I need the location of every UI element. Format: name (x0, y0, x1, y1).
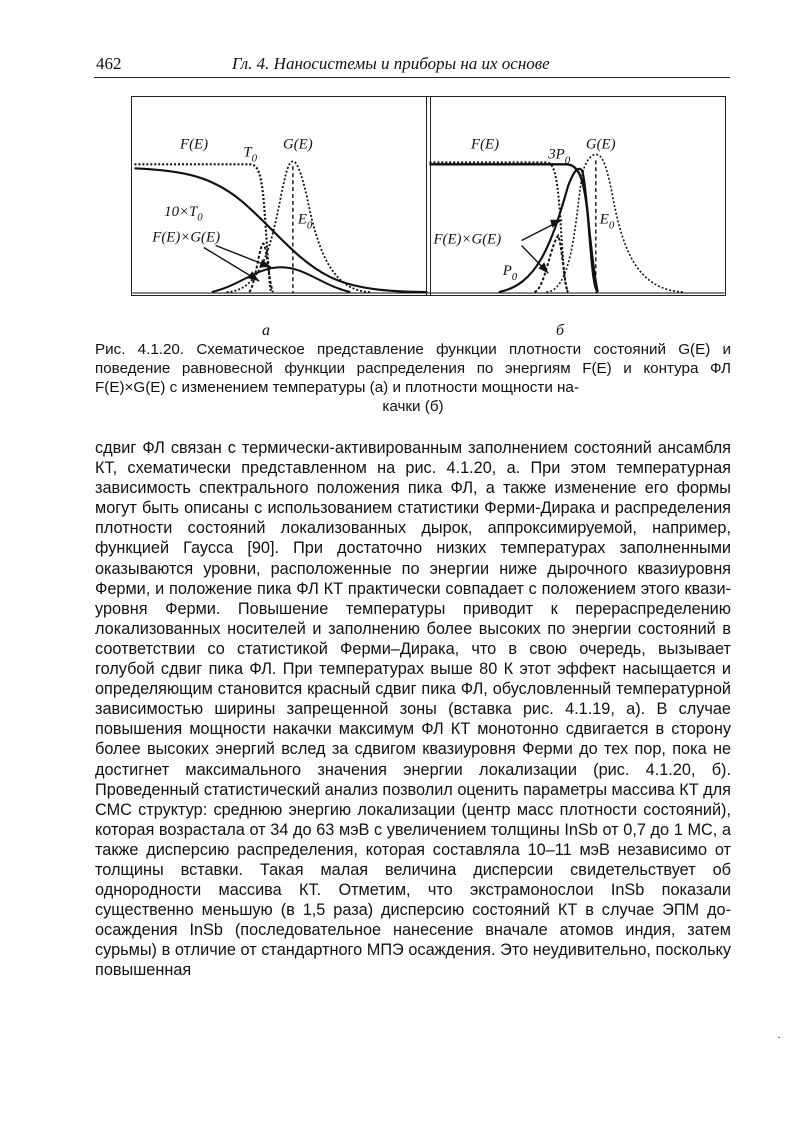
panel-b-plot (427, 97, 725, 295)
body-text (95, 438, 731, 981)
label-3p0: $3P_0$ (548, 146, 571, 167)
paragraph: сдвиг ФЛ связан с термически-активированным заполнением состояний ансамбля КТ, схематически представленном на рис. 4.1.20, а. При этом температурная зависимость спектрального положения пика ФЛ, а также изменение его формы могут быть описаны с использованием статистики Ферми-Дирака и распределения плотности состояний локализованных дырок, аппроксимируемой, например, функцией Гаусса [90]. При достаточно низких температурах заполненными оказываются уровни, расположенные по энергии ниже дырочного квазиуровня Ферми, и положение пика ФЛ КТ практически совпадает с положением этого квази-уровня Ферми. Повышение температуры приводит к перераспределению локализованных носителей и заполнению более высоких по энергии состояний в соответствии со статистикой Ферми–Дирака, что в свою очередь, вызывает голубой сдвиг пика ФЛ. При температурах выше 80 К этот эффект насыщается и определяющим становится красный сдвиг пика ФЛ, обусловленный температурной зависимостью ширины запрещенной зоны (вставка рис. 4.1.19, а). В случае повышения мощности накачки максимум ФЛ КТ монотонно сдвигается в сторону более высоких энергий вслед за сдвигом квазиуровня Ферми до тех пор, пока не достигнет максимального значения энергии локализации (рис. 4.1.20, б). Проведенный статистический анализ позволил оценить параметры массива КТ для СМС структур: среднюю энергию локализации (центр масс плотности состояний), которая возрастала от 34 до 63 мэВ с увеличением толщины InSb от 0,7 до 1 МС, а также дисперсию распределения, которая составляла 10–11 мэВ независимо от толщины вставки. Такая малая величина дисперсии свидетельствует об однородности массива КТ. Отметим, что экстрамонослои InSb показали существенно меньшую (в 1,5 раза) дисперсию состояний КТ в случае ЭПМ до-осаждения InSb (последовательное нанесение вначале атомов индия, затем сурьмы) в отличие от стандартного МПЭ осаждения. Это неудивительно, поскольку повышенная (95, 439, 731, 980)
label-fe: F(E) (180, 136, 209, 153)
panel-letter-a: а (262, 322, 270, 339)
label-product: F(E)×G(E) (152, 229, 221, 246)
panel-letter-b: б (556, 322, 565, 339)
label-t0: $T_0$ (243, 144, 258, 165)
label-p0: $P_0$ (502, 263, 518, 284)
label-fe-b: F(E) (471, 136, 500, 153)
margin-mark: · (777, 1030, 781, 1044)
figure-panel-a (131, 96, 431, 296)
panel-a-plot (132, 97, 430, 295)
label-product-b: F(E)×G(E) (433, 231, 502, 248)
label-e0-b: $E_0$ (599, 211, 615, 232)
figure-panel-b (426, 96, 726, 296)
arrowhead-2 (259, 259, 271, 267)
label-ge-b: G(E) (585, 136, 616, 153)
caption-line-2: и поведение равновесной функции распределения по энергиям F(E) и контура ФЛ F(E)×G(E) с изменением температуры (а) и плотности мощности на- (95, 341, 731, 396)
fermi-curve-low-t (134, 164, 271, 292)
header-rule (94, 77, 730, 78)
label-ge: G(E) (282, 136, 313, 153)
running-head: Гл. 4. Наносистемы и приборы на их основе (232, 54, 550, 73)
caption-line-1: Рис. 4.1.20. Схематическое представление функции плотности состояний G(E) (95, 341, 711, 358)
caption-line-3: качки (б) (382, 398, 444, 415)
dos-curve-b (546, 154, 685, 292)
figure-caption (95, 340, 731, 416)
product-curve-high-t (212, 267, 351, 292)
page-number: 462 (96, 54, 122, 73)
label-ten-t0: $10\times T_0$ (164, 203, 203, 224)
label-e0: $E_0$ (297, 211, 313, 232)
